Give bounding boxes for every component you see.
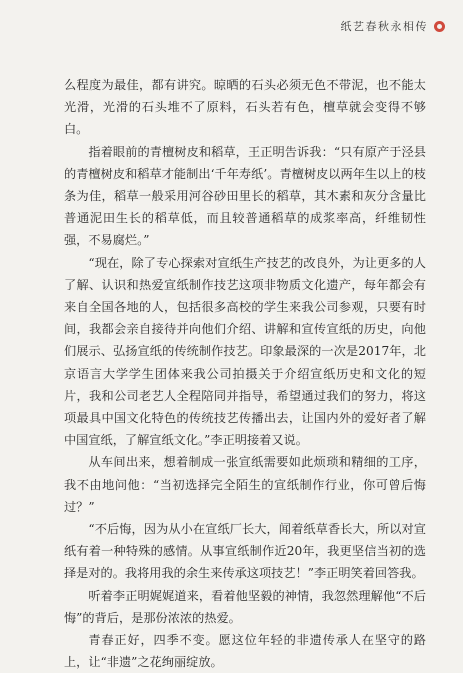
- paragraph: 从车间出来，想着制成一张宣纸需要如此烦琐和精细的工序，我不由地问他：“当初选择完全陌生的宣纸制作行业，你可曾后悔过？”: [64, 455, 426, 514]
- body-text: [64, 74, 426, 673]
- paragraph: “不后悔，因为从小在宣纸厂长大，闻着纸草香长大，所以对宣纸有着一种特殊的感情。从事宣纸制作近20年，我更坚信当初的选择是对的。我将用我的余生来传承这项技艺！”李正明笑着回答我。: [64, 522, 426, 581]
- red-seal-circle-icon: [434, 21, 445, 32]
- paragraph: 青春正好，四季不变。愿这位年轻的非遗传承人在坚守的路上，让“非遗”之花绚丽绽放。: [64, 633, 426, 670]
- paragraph: “现在，除了专心探索对宣纸生产技艺的改良外，为让更多的人了解、认识和热爱宣纸制作技艺这项非物质文化遗产，每年都会有来自全国各地的人，包括很多高校的学生来我公司参观，只要有时间，我都会亲自接待并向他们介绍、讲解和宣传宣纸的历史，向他们展示、弘扬宣纸的传统制作技艺。印象最深的一次是2017年，北京语言大学学生团体来我公司拍摄关于介绍宣纸历史和文化的短片，我和公司老艺人全程陪同并指导，希望通过我们的努力，将这项最具中国文化特色的传统技艺传播出去，让国内外的爱好者了解中国宣纸，了解宣纸文化。”李正明接着又说。: [64, 255, 426, 448]
- paragraph-continuation: 么程度为最佳，都有讲究。晾晒的石头必须无色不带泥，也不能太光滑，光滑的石头堆不了原料，石头若有色，檀草就会变得不够白。: [64, 78, 426, 137]
- running-header-title: 纸艺春秋永相传: [340, 20, 428, 33]
- paragraph: 指着眼前的青檀树皮和稻草，王正明告诉我：“只有原产于泾县的青檀树皮和稻草才能制出‘千年寿纸’。青檀树皮以两年生以上的枝条为佳，稻草一般采用河谷砂田里长的稻草，其木素和灰分含量比普通泥田生长的稻草低，而且较普通稻草的成浆率高，纤维韧性强，不易腐烂。”: [64, 144, 426, 248]
- running-header: [341, 18, 446, 34]
- paragraph: 听着李正明娓娓道来，看着他坚毅的神情，我忽然理解他“不后悔”的背后，是那份浓浓的热爱。: [64, 588, 426, 625]
